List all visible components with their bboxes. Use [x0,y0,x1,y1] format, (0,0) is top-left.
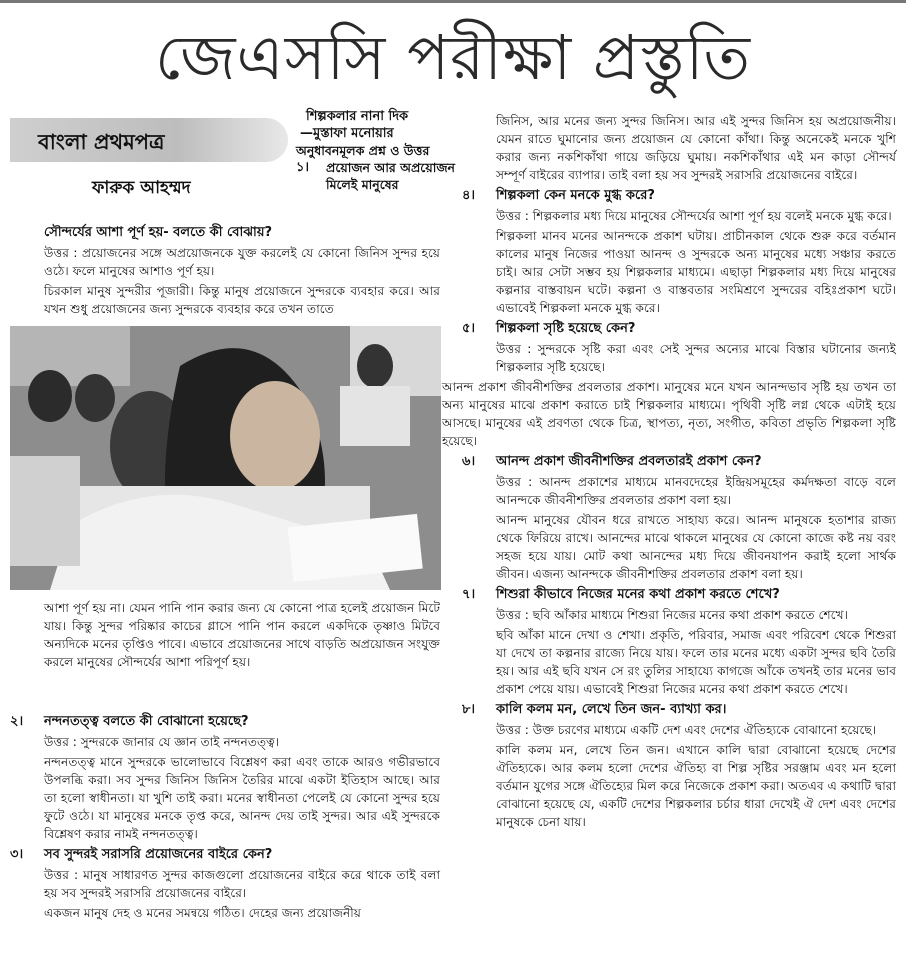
q2-text: নন্দনতত্ত্ব বলতে কী বোঝানো হয়েছে? [44,714,249,729]
answer3-para1: উত্তর : মানুষ সাধারণত সুন্দর কাজগুলো প্রয়োজনের বাইরে করে থাকে তাই বলা হয় সব সুন্দরই সরাসরি প্রয়োজনের বাইরে। [44,868,440,900]
answer8-para1: উত্তর : উক্ত চরণের মাধ্যমে একটি দেশ এবং দেশের ঐতিহ্যকে বোঝানো হয়েছে। [496,723,877,737]
q4-text: শিল্পকলা কেন মনকে মুগ্ধ করে? [496,188,655,203]
answer6 [462,473,896,583]
q6-number: ৬। [462,454,476,469]
q1-continued: সৌন্দর্যের আশা পূর্ণ হয়- বলতে কী বোঝায়? [44,225,273,240]
answer4-para1: উত্তর : শিল্পকলার মধ্য দিয়ে মানুষের সৌন্দর্যের আশা পূর্ণ হয় বলেই মনকে মুগ্ধ করে। [496,209,892,223]
q7-text: শিশুরা কীভাবে নিজের মনের কথা প্রকাশ করতে শেখে? [496,587,780,602]
answer8 [462,721,896,831]
lesson-writer: —মুস্তাফা মনোয়ার [300,126,394,141]
q3-number: ৩। [10,847,24,862]
q1-number: ১। [296,160,310,175]
answer3-para2: একজন মানুষ দেহ ও মনের সমন্বয়ে গঠিত। দেহের জন্য প্রয়োজনীয় [44,906,361,920]
section-title: বাংলা প্রথমপত্র [38,130,165,154]
answer4-para2: শিল্পকলা মানব মনের আনন্দকে প্রকাশ ঘটায়। প্রাচীনকাল থেকে শুরু করে বর্তমান কালের মানুষ নিজের পাওয়া আনন্দ ও সুন্দরকে অন্য মানুষের মধ্যে সঞ্চার করতে চাই। আর সেটা সম্ভব হয় শিল্পকলার মাধ্যমে। এছাড়া শিল্পকলার মধ্য দিয়ে মানুষের কল্পনার বাস্তবায়ন ঘটে। কল্পনা ও বাস্তবতার সংমিশ্রণে সুন্দরের বহিঃপ্রকাশ ঘটে। এভাবেই শিল্পকলা মনকে মুগ্ধ করে। [496,229,896,315]
classroom-exam-photo [10,326,441,590]
answer1-para2: চিরকাল মানুষ সুন্দরীর পূজারী। কিন্তু মানুষ প্রয়োজনে সুন্দরকে ব্যবহার করে। আর যখন শুধু প্রয়োজনের জন্য সুন্দরকে ব্যবহার করে তখন তাতে [44,284,440,316]
answer8-para2: কালি কলম মন, লেখে তিন জন। এখানে কালি দ্বারা বোঝানো হয়েছে দেশের ঐতিহ্যকে। আর কলম হলো দেশের ঐতিহ্য বা শিল্প সৃষ্টির সরঞ্জাম এবং মন হলো বর্তমান যুগের সঙ্গে ঐতিহ্যের মিল করে নিজেকে প্রকাশ করা। অতএব এ কথাটি দ্বারা বোঝানো হয়েছে যে, একটি দেশের শিল্পকলার চর্চার ধারা দেখেই ঐ দেশ এবং দেশের মানুষকে চেনা যায়। [496,743,896,829]
q7-number: ৭। [462,587,476,602]
author-name: ফারুক আহম্মদ [92,178,191,198]
answer5-para2: আনন্দ প্রকাশ জীবনীশক্তির প্রবলতার প্রকাশ। মানুষের মনে যখন আনন্দভাব সৃষ্টি হয় তখন তা অন্য মানুষের মাঝে প্রকাশ করাতে চাই শিল্পকলার মাধ্যমে। পৃথিবী সৃষ্টি লগ্ন থেকে এটাই হয়ে আসছে। মানুষের এই প্রবণতা থেকে চিত্র, স্থাপত্য, নৃত্য, সংগীত, কবিতা প্রভৃতি শিল্পকলা সৃষ্টি হয়েছে। [442,380,896,448]
answer5 [462,340,896,376]
answer3-continued [462,112,896,184]
answer7-para2: ছবি আঁকা মানে দেখা ও শেখা। প্রকৃতি, পরিবার, সমাজ এবং পরিবেশ থেকে শিশুরা যা দেখে তা কল্পনার রাজ্যে নিয়ে যায়। ফলে তার মনের মধ্যে একটা সুন্দর ছবি তৈরি হয়। আর এই ছবি যখন সে রং তুলির সাহায্যে কাগজে আঁকে তখনই তার মনের ভাব প্রকাশ পেয়ে যায়। এভাবেই শিশুরা নিজের মনের কথা প্রকাশ করতে শেখে। [496,628,896,696]
lesson-header [296,108,480,193]
left-column-upper [44,222,440,320]
lesson-title: শিল্পকলার নানা দিক [306,109,409,124]
left-column-lower [44,599,440,673]
q8-number: ৮। [462,702,476,717]
answer3 [10,866,440,922]
answer5-para1: উত্তর : সুন্দরকে সৃষ্টি করা এবং সেই সুন্দর অন্যের মাঝে বিস্তার ঘটানোর জন্যই শিল্পকলার সৃষ্টি হয়েছে। [496,342,896,374]
q3-row [10,846,440,864]
q5-number: ৫। [462,321,476,336]
answer3-para3: জিনিস, আর মনের জন্য সুন্দর জিনিস। আর এই সুন্দর জিনিস হয় অপ্রয়োজনীয়। যেমন রাতে ঘুমানোর জন্য প্রয়োজন যে কোনো কাঁথা। কিন্তু অনেকেই মনকে খুশি করার জন্য নকশিকাঁথা গায়ে জড়িয়ে ঘুমায়। নকশিকাঁথার এই মন কাড়া সৌন্দর্য সম্পূর্ণ বাইরের ব্যাপার। তাই বলা হয় সব সুন্দরই সরাসরি প্রয়োজনের বাইরে। [496,114,896,182]
q5-text: শিল্পকলা সৃষ্টি হয়েছে কেন? [496,321,636,336]
q1-text: প্রয়োজন আর অপ্রয়োজন মিলেই মানুষের [326,160,455,192]
section-banner [10,118,288,162]
top-rule [0,0,906,3]
q3-text: সব সুন্দরই সরাসরি প্রয়োজনের বাইরে কেন? [44,847,273,862]
q8-text: কালি কলম মন, লেখে তিন জন- ব্যাখ্যা কর। [496,702,727,717]
q4-row [462,187,896,205]
q4-number: ৪। [462,188,476,203]
q2-number: ২। [10,714,24,729]
answer7 [462,606,896,698]
right-column [442,112,896,833]
q1-header [296,159,480,193]
q5-row [462,320,896,338]
photo-illustration [10,326,441,590]
q6-row [462,453,896,471]
answer2-para1: উত্তর : সুন্দরকে জানার যে জ্ঞান তাই নন্দনতত্ত্ব। [44,735,280,749]
masthead-title: জেএসসি পরীক্ষা প্রস্তুতি [154,21,752,94]
answer6-para1: উত্তর : আনন্দ প্রকাশের মাধ্যমে মানবদেহের ইন্দ্রিয়সমূহের কর্মদক্ষতা বাড়ে বলে আনন্দকে জীবনীশক্তির প্রবলতার প্রকাশ বলা হয়। [496,475,896,507]
q2-row [10,713,440,731]
answer1-para1: উত্তর : প্রয়োজনের সঙ্গে অপ্রয়োজনকে যুক্ত করলেই যে কোনো জিনিস সুন্দর হয়ে ওঠে। ফলে মানুষের আশাও পূর্ণ হয়। [44,246,440,278]
q8-row [462,701,896,719]
answer2-para2: নন্দনতত্ত্ব মানে সুন্দরকে ভালোভাবে বিশ্লেষণ করা এবং তাকে আরও গভীরভাবে উপলব্ধি করা। সব সুন্দর জিনিস জিনিস তৈরির মাঝে একটা ইতিহাস আছে। আর তা হলো স্বাধীনতা। যা খুশি তাই করা। মনের স্বাধীনতা পেলেই যে কোনো সুন্দর হয়ে ফুটে ওঠে। যা মানুষের মনকে তৃপ্ত করে, আনন্দ দেয় তাই সুন্দর। আর এই সুন্দরকে বিশ্লেষণ করার নামই নন্দনতত্ত্ব। [44,755,440,841]
left-column-q2-q3 [10,710,440,924]
answer4 [462,207,896,317]
answer6-para2: আনন্দ মানুষের যৌবন ধরে রাখতে সাহায্য করে। আনন্দ মানুষকে হতাশার রাজ্য থেকে ফিরিয়ে রাখে। আনন্দের মাঝে থাকলে মানুষের যে কোনো কাজে কষ্ট নয় বরং সহজ হয়ে যায়। মোট কথা আনন্দের মধ্য দিয়ে জীবনযাপন করাই হলো সার্থক জীবন। এজন্য আনন্দকে জীবনীশক্তির প্রবলতার প্রকাশ বলা হয়। [496,513,896,581]
answer1-para3: আশা পূর্ণ হয় না। যেমন পানি পান করার জন্য যে কোনো পাত্র হলেই প্রয়োজন মিটে যায়। কিন্তু সুন্দর পরিষ্কার কাচের গ্লাসে পানি পান করলে একদিকে তৃষ্ণাও মিটবে অন্যদিকে মনের তৃপ্তিও পাবে। এভাবে প্রয়োজনের সাথে বাড়তি অপ্রয়োজন সংযুক্ত করলে মানুষের সৌন্দর্যের আশা পরিপূর্ণ হয়। [44,601,440,669]
answer2 [10,733,440,843]
question-type: অনুধাবনমূলক প্রশ্ন ও উত্তর [296,143,430,158]
q7-row [462,586,896,604]
answer7-para1: উত্তর : ছবি আঁকার মাধ্যমে শিশুরা নিজের মনের কথা প্রকাশ করতে শেখে। [496,608,848,622]
q6-text: আনন্দ প্রকাশ জীবনীশক্তির প্রবলতারই প্রকাশ কেন? [496,454,762,469]
